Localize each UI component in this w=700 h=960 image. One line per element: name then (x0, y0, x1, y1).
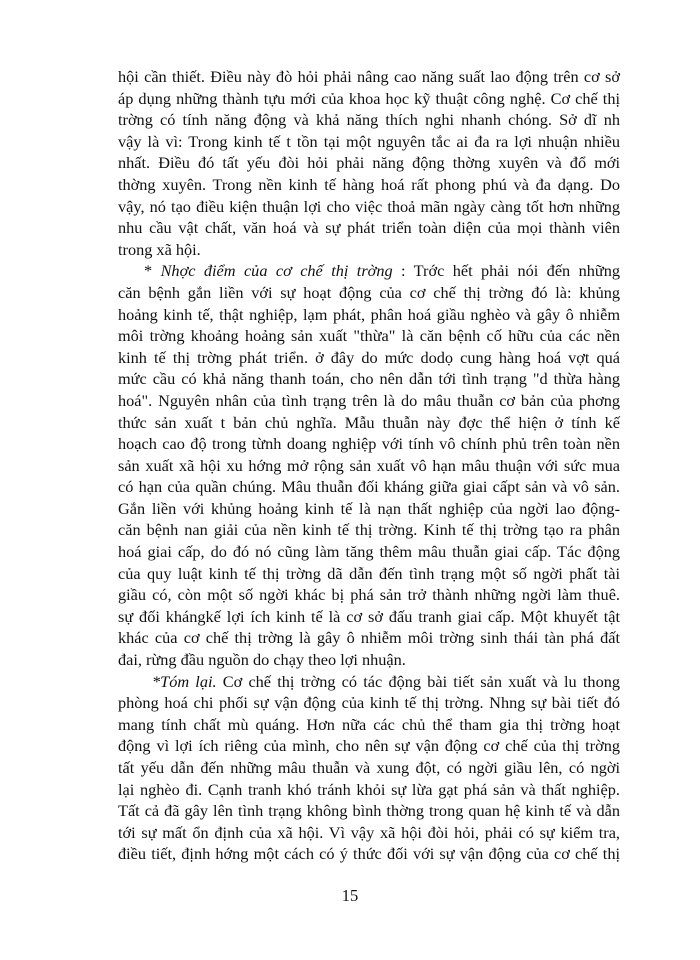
paragraph-3-first-line (118, 671, 620, 693)
text-line: căn bệnh nan giải của nền kinh tế thị trờng. Kinh tế thị trờng tạo ra phân (118, 520, 620, 540)
text-line: lại nghèo đi. Cạnh tranh khó tránh khỏi sự lừa gạt phá sản và thất nghiệp. (118, 779, 620, 799)
text-line: nhu cầu vật chất, văn hoá và sự phát triển toàn diện của mọi thành viên (118, 218, 620, 238)
text-line: thờng xuyên. Trong nền kinh tế hàng hoá rất phong phú và đa dạng. Do (118, 174, 620, 194)
text-line: trờng có tính năng động và khả năng thích nghi nhanh chóng. Sở dĩ nh (118, 110, 620, 130)
text-line: tới sự mất ổn định của xã hội. Vì vậy xã hội đòi hỏi, phải có sự kiểm tra, (118, 822, 620, 842)
text-line: áp dụng những thành tựu mới của khoa học kỹ thuật công nghệ. Cơ chế thị (118, 88, 620, 108)
text-line: vậy là vì: Trong kinh tế t tồn tại một nguyên tắc ai đa ra lợi nhuận nhiều (118, 131, 620, 151)
text-line: hoảng kinh tế, thật nghiệp, lạm phát, phân hoá giầu nghèo và gây ô nhiễm (118, 304, 620, 324)
text-line: mang tính chất mù quáng. Hơn nữa các chủ thể tham gia thị trờng hoạt (118, 714, 620, 734)
paragraph-3 (118, 671, 620, 865)
text-line: sự đối khángkế lợi ích kinh tế là cơ sở đấu tranh giai cấp. Một khuyết tật (118, 606, 620, 626)
text-line: của quy luật kinh tế thị trờng dã dẫn đến tình trạng một số ngời phất tài (118, 563, 620, 583)
bullet-marker: * (144, 261, 161, 281)
text-line: có hạn của quần chúng. Mâu thuẫn đối kháng giữa giai cấpt sản và vô sản. (118, 477, 620, 497)
text-line: mức cầu có khả năng thanh toán, cho nên dẫn tới tình trạng "d thừa hàng (118, 369, 620, 389)
text-line: hoá". Nguyên nhân của tình trạng trên là do mâu thuẫn cơ bản của phơng (118, 390, 620, 410)
text-line: phòng hoá chi phối sự vận động của kinh tế thị trờng. Nhng sự bài tiết đó (118, 693, 620, 713)
paragraph-1 (118, 66, 620, 260)
body-text (118, 66, 620, 865)
text-line: đai, rừng đầu nguồn do chạy theo lợi nhuận. (118, 650, 406, 670)
text-line: giầu có, còn một số ngời khác bị phá sản trở thành những ngời làm thuê. (118, 585, 620, 605)
text-line: môi trờng khoảng hoảng sản xuất "thừa" là căn bệnh cố hữu của các nền (118, 326, 620, 346)
paragraph-2 (118, 260, 620, 670)
text-line: vậy, nó tạo điều kiện thuận lợi cho việc thoả mãn ngày càng tốt hơn những (118, 196, 620, 216)
section-heading: Nhợc điểm của cơ chế thị trờng (160, 261, 393, 281)
text-line: sản xuất xã hội xu hớng mở rộng sản xuất vô hạn mâu thuận với sức mua (118, 455, 620, 475)
heading-trailing-text: : Trớc hết phải nói đến những (392, 261, 620, 281)
text-line: động vì lợi ích riêng của mình, cho nên sự vận động cơ chế của thị trờng (118, 736, 620, 756)
text-line: nhất. Điều đó tất yếu đòi hỏi phải năng động thờng xuyên và đổ mới (118, 153, 620, 173)
heading-trailing-text: Cơ chế thị trờng có tác động bài tiết sản xuất và lu thong (216, 671, 620, 691)
text-line: điều tiết, định hớng một cách có ý thức đối với sự vận động của cơ chế thị (118, 844, 620, 864)
text-line: khác của cơ chế thị trờng là gây ô nhiễm môi trờng sinh thái tàn phá đất (118, 628, 620, 648)
text-line: căn bệnh gắn liền với sự hoạt động của cơ chế thị trờng đó là: khủng (118, 282, 620, 302)
text-line: thức sản xuất t bản chủ nghĩa. Mẫu thuẫn này đợc thể hiện ở tính kế (118, 412, 620, 432)
text-line: Gắn liền với khủng hoảng kinh tế là nạn thất nghiệp của ngời lao động- (118, 498, 620, 518)
text-line: Tất cả đã gây lên tình trạng không bình thờng trong quan hệ kinh tế và dẫn (118, 801, 620, 821)
paragraph-2-first-line (118, 260, 620, 282)
text-line: kinh tế thị trờng phát triển. ở đây do mức dodọ cung hàng hoá vợt quá (118, 347, 620, 367)
text-line: hoá giai cấp, do đó nó cũng làm tăng thêm mâu thuẫn giai cấp. Tác động (118, 542, 620, 562)
summary-heading: *Tóm lại. (152, 671, 217, 691)
page-number: 15 (341, 886, 359, 905)
text-line: hội cần thiết. Điều này đò hỏi phải nâng cao năng suất lao động trên cơ sở (118, 67, 620, 86)
text-line: tất yếu dẫn đến những mâu thuẫn và xung đột, có ngời giầu lên, có ngời (118, 758, 620, 777)
text-line: trong xã hội. (118, 239, 201, 259)
text-line: hoạch cao độ trong từnh doang nghiệp với tính vô chính phủ trên toàn nền (118, 434, 620, 454)
